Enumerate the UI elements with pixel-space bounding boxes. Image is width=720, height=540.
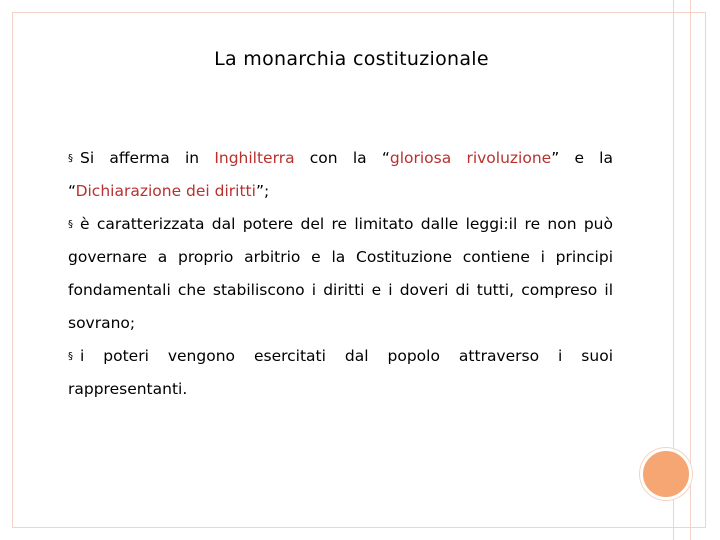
bullet-text-3: i poteri vengono esercitati dal popolo attraverso i suoi rappresentanti. [68,347,613,398]
decorative-circle [640,448,692,500]
highlight-gloriosa-rivoluzione: gloriosa rivoluzione [389,149,552,167]
bullet-text-2: è caratterizzata dal potere del re limitato dalle leggi:il re non può governare a proprio arbitrio e la Costituzione contiene i principi fondamentali che stabiliscono i diritti e i doveri di tutti, compreso il sovrano; [68,215,613,332]
bullet-icon: § [68,153,73,164]
bullet-icon: § [68,351,73,362]
slide-title: La monarchia costituzionale [214,48,489,70]
bullet-icon: § [68,219,73,230]
bullet-item-3 [68,340,613,406]
slide-body [68,142,613,406]
highlight-inghilterra: Inghilterra [214,149,295,167]
decorative-rail-right [690,0,691,540]
bullet-item-1: § Si afferma in Inghilterra con la “gloriosa rivoluzione” e la “Dichiarazione dei diritti”; [68,149,613,200]
highlight-dichiarazione: Dichiarazione dei diritti [75,182,256,200]
bullet-item-2 [68,208,613,340]
